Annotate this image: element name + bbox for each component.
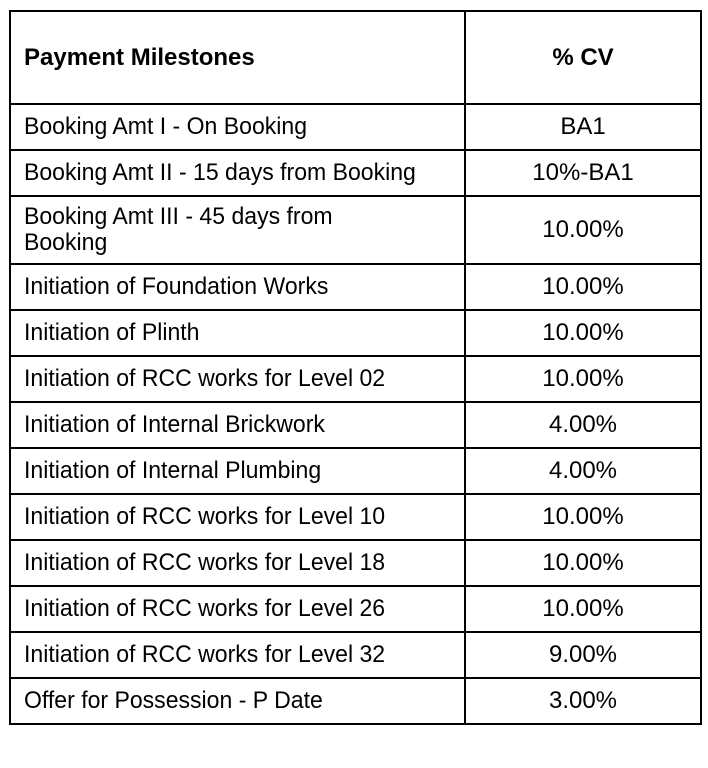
table-row — [10, 448, 701, 494]
milestone-cell — [10, 150, 465, 196]
cv-cell: 4.00% — [465, 448, 701, 494]
milestone-cell — [10, 402, 465, 448]
table-row — [10, 632, 701, 678]
table-row — [10, 104, 701, 150]
milestone-text: Booking Amt I - On Booking — [24, 113, 308, 140]
milestone-cell — [10, 494, 465, 540]
milestone-text: Initiation of RCC works for Level 02 — [24, 365, 386, 392]
milestone-text: Initiation of Internal Brickwork — [24, 411, 325, 438]
cv-cell: BA1 — [465, 104, 701, 150]
table-row — [10, 586, 701, 632]
milestone-cell — [10, 632, 465, 678]
table-header-row — [10, 11, 701, 104]
table-row — [10, 494, 701, 540]
milestone-text: Initiation of RCC works for Level 18 — [24, 549, 386, 576]
milestone-cell — [10, 310, 465, 356]
milestone-text: Initiation of Plinth — [24, 319, 200, 346]
table-row — [10, 150, 701, 196]
cv-cell: 4.00% — [465, 402, 701, 448]
table-row — [10, 540, 701, 586]
milestone-cell — [10, 196, 465, 264]
milestone-text: Initiation of RCC works for Level 32 — [24, 641, 386, 668]
milestone-text: Booking Amt III - 45 days from Booking — [24, 203, 333, 256]
header-payment-milestones: Payment Milestones — [10, 11, 465, 104]
table-row — [10, 402, 701, 448]
cv-cell: 10%-BA1 — [465, 150, 701, 196]
milestone-cell — [10, 540, 465, 586]
milestone-cell — [10, 356, 465, 402]
cv-cell: 10.00% — [465, 264, 701, 310]
cv-cell: 10.00% — [465, 196, 701, 264]
milestone-cell — [10, 264, 465, 310]
cv-cell: 10.00% — [465, 586, 701, 632]
milestone-text: Initiation of Foundation Works — [24, 273, 329, 300]
cv-cell: 9.00% — [465, 632, 701, 678]
header-percent-cv: % CV — [465, 11, 701, 104]
milestone-text: Offer for Possession - P Date — [24, 687, 323, 714]
table-row — [10, 196, 701, 264]
cv-cell: 10.00% — [465, 494, 701, 540]
payment-milestones-table — [9, 10, 702, 725]
table-row — [10, 356, 701, 402]
milestone-text: Initiation of RCC works for Level 10 — [24, 503, 386, 530]
cv-cell: 3.00% — [465, 678, 701, 724]
milestone-cell — [10, 104, 465, 150]
milestone-text: Initiation of Internal Plumbing — [24, 457, 322, 484]
payment-milestones-table-container — [9, 10, 700, 725]
table-row — [10, 678, 701, 724]
milestone-text: Initiation of RCC works for Level 26 — [24, 595, 386, 622]
cv-cell: 10.00% — [465, 540, 701, 586]
cv-cell: 10.00% — [465, 310, 701, 356]
milestone-cell — [10, 586, 465, 632]
cv-cell: 10.00% — [465, 356, 701, 402]
milestone-cell — [10, 448, 465, 494]
milestone-cell — [10, 678, 465, 724]
table-row — [10, 310, 701, 356]
milestone-text: Booking Amt II - 15 days from Booking — [24, 159, 416, 186]
table-row — [10, 264, 701, 310]
